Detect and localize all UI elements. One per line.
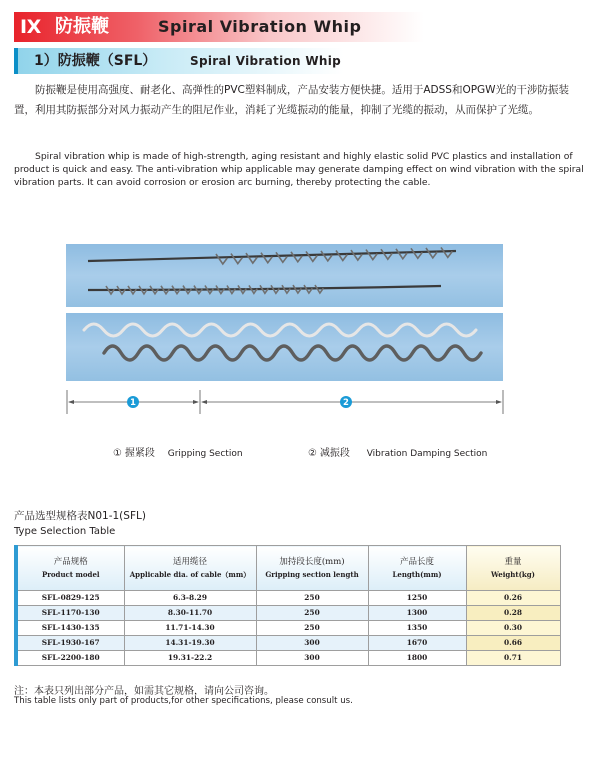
- table-row: [16, 621, 560, 636]
- label-1-cn: 握紧段: [124, 448, 155, 459]
- spiral-whip-illustration-bottom: [66, 313, 503, 381]
- product-photo-top: [66, 244, 503, 307]
- header-applicable-dia: 适用缆径 Applicable dia. of cable（mm）: [124, 546, 256, 591]
- label-1-en: Gripping Section: [167, 449, 243, 459]
- cell-weight: 0.26: [466, 591, 560, 606]
- cell-model: SFL-1430-135: [16, 621, 124, 636]
- label-1-number: ①: [113, 448, 122, 459]
- cell-weight: 0.28: [466, 606, 560, 621]
- cell-grip: 250: [256, 606, 368, 621]
- cell-dia: 11.71-14.30: [124, 621, 256, 636]
- section-title-en: Spiral Vibration Whip: [158, 17, 362, 36]
- marker-1-text: 1: [130, 398, 136, 409]
- label-gripping-section: [113, 447, 243, 461]
- cell-length: 1250: [368, 591, 466, 606]
- header-length: 产品长度 Length(mm): [368, 546, 466, 591]
- marker-2-text: 2: [343, 398, 349, 409]
- cell-dia: 8.30-11.70: [124, 606, 256, 621]
- table-row: [16, 636, 560, 651]
- cell-grip: 250: [256, 591, 368, 606]
- section-title-cn: 防振鞭: [55, 16, 109, 37]
- table-row: [16, 606, 560, 621]
- cell-grip: 300: [256, 651, 368, 666]
- cell-length: 1350: [368, 621, 466, 636]
- cell-length: 1300: [368, 606, 466, 621]
- table-header-row: [16, 546, 560, 591]
- spiral-whip-illustration-top: [66, 244, 503, 307]
- label-2-cn: 减振段: [319, 448, 350, 459]
- subsection-accent: [14, 48, 18, 74]
- cell-weight: 0.71: [466, 651, 560, 666]
- note-cn: 注：本表只列出部分产品，如需其它规格，请向公司咨询。: [14, 686, 274, 697]
- cell-dia: 6.3-8.29: [124, 591, 256, 606]
- cell-weight: 0.30: [466, 621, 560, 636]
- cell-model: SFL-1170-130: [16, 606, 124, 621]
- label-damping-section: [308, 447, 487, 461]
- description-cn: 防振鞭是使用高强度、耐老化、高弹性的PVC塑料制成，产品安装方便快捷。适用于ADSS和OPGW光的干涉防振装置，利用其防振部分对风力振动产生的阻尼作业，消耗了光缆振动的能量，抑制了光缆的振动，从而保护了光缆。: [14, 84, 570, 116]
- section-number: Ⅸ: [20, 16, 43, 38]
- header-product-model: 产品规格 Product model: [16, 546, 124, 591]
- cell-dia: 14.31-19.30: [124, 636, 256, 651]
- subsection-title-cn: 1）防振鞭（SFL）: [34, 53, 157, 69]
- cell-length: 1800: [368, 651, 466, 666]
- table-title-en: Type Selection Table: [14, 526, 116, 537]
- subsection-title-en: Spiral Vibration Whip: [190, 54, 342, 68]
- label-2-number: ②: [308, 448, 317, 459]
- table-title-cn: 产品选型规格表N01-1(SFL): [14, 510, 146, 522]
- header-weight: 重量 Weight(kg): [466, 546, 560, 591]
- cell-length: 1670: [368, 636, 466, 651]
- label-2-en: Vibration Damping Section: [366, 449, 488, 459]
- spec-table: [14, 545, 561, 666]
- spec-table-wrapper: [14, 545, 558, 666]
- cell-model: SFL-1930-167: [16, 636, 124, 651]
- cell-model: SFL-0829-125: [16, 591, 124, 606]
- note-en: This table lists only part of products,for other specifications, please consult us.: [14, 696, 353, 706]
- cell-grip: 250: [256, 621, 368, 636]
- description-en: Spiral vibration whip is made of high-strength, aging resistant and highly elastic solid PVC plastics and installation of product is quick and easy. The anti-vibration whip applicable may generate damping effect on wind vibration with the spiral vibration parts. It can avoid corrosion or erosion arc burning, thereby protecting the cable.: [14, 151, 584, 188]
- dimension-diagram: [66, 390, 504, 414]
- cell-model: SFL-2200-180: [16, 651, 124, 666]
- cell-weight: 0.66: [466, 636, 560, 651]
- header-gripping-length: 加持段长度(mm) Gripping section length: [256, 546, 368, 591]
- cell-dia: 19.31-22.2: [124, 651, 256, 666]
- table-row: [16, 651, 560, 666]
- table-row: [16, 591, 560, 606]
- cell-grip: 300: [256, 636, 368, 651]
- product-photo-bottom: [66, 313, 503, 381]
